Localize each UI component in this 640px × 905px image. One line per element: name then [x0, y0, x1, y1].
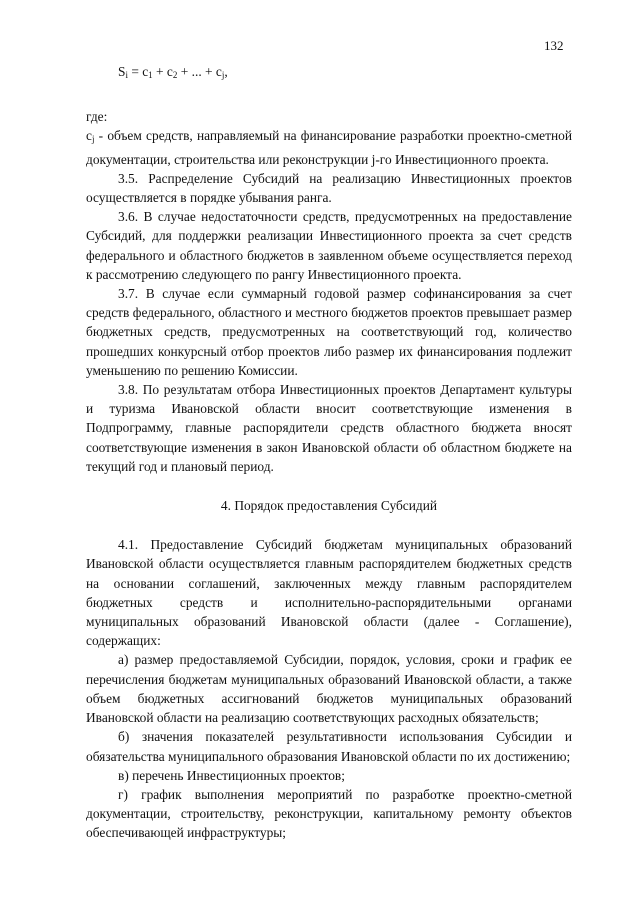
page-number: 132 — [544, 38, 564, 53]
formula-lhs-sub: i — [125, 70, 128, 80]
paragraph-4-1: 4.1. Предоставление Субсидий бюджетам муниципальных образований Ивановской области осуществляется главным распорядителем бюджетных средств на основании соглашений, заключенных между главным распорядителем бюджетных средств и исполнительно-распорядительными органами муниципальных образований Ивановской области (далее - Соглашение), содержащих: — [86, 537, 572, 649]
item-a: а) размер предоставляемой Субсидии, порядок, условия, сроки и график ее перечисления бюджетам муниципальных образований Ивановской области, а также объем бюджетных ассигнований бюджетов муниципальных образований Ивановской области на реализацию соответствующих расходных обязательств; — [86, 652, 572, 726]
paragraph-3-5: 3.5. Распределение Субсидий на реализацию Инвестиционных проектов осуществляется в порядке убывания ранга. — [86, 170, 572, 206]
paragraph-3-8: 3.8. По результатам отбора Инвестиционных проектов Департамент культуры и туризма Ивановской области вносит соответствующие изменения в Подпрограмму, главные распорядители средств областного бюджета вносят соответствующие изменения в закон Ивановской области об областном бюджете на текущий год и плановый период. — [86, 382, 572, 474]
cj-text: - объем средств, направляемый на финансирование разработки проектно-сметной документации, строительства или реконструкции j-го Инвестиционного проекта. — [86, 128, 572, 167]
formula-sub-2: 2 — [172, 70, 178, 80]
cj-definition — [86, 126, 572, 168]
paragraph-3-7: 3.7. В случае если суммарный годовой размер софинансирования за счет средств федерального, областного и местного бюджетов проектов превышает размер бюджетных средств, предусмотренных на соответствующий год, количество прошедших конкурсный отбор проектов либо размер их финансирования подлежит уменьшению по решению Комиссии. — [86, 286, 572, 378]
item-g: г) график выполнения мероприятий по разработке проектно-сметной документации, строительству, реконструкции, капитальному ремонту объектов обеспечивающей инфраструктуры; — [86, 786, 572, 841]
formula-eq: = c — [127, 64, 149, 79]
formula-plus-1: + c — [152, 64, 173, 79]
cj-symbol: c — [86, 128, 92, 144]
where-label: где: — [86, 109, 108, 125]
item-v: в) перечень Инвестиционных проектов; — [118, 767, 345, 783]
formula-sub-j: j — [221, 70, 225, 80]
paragraph-3-6: 3.6. В случае недостаточности средств, предусмотренных на предоставление Субсидий, для поддержки реализации Инвестиционного проекта за счет средств федерального и областного бюджетов в заявленном объеме осуществляется переход к рассмотрению следующего по рангу Инвестиционного проекта. — [86, 209, 572, 282]
cj-sub: j — [91, 134, 95, 145]
section-heading: 4. Порядок предоставления Субсидий — [220, 498, 438, 514]
formula-lhs: S — [118, 64, 126, 79]
formula — [118, 62, 572, 85]
item-b: б) значения показателей результативности использования Субсидии и обязательства муниципального образования Ивановской области по их достижению; — [86, 729, 572, 764]
formula-plus-2: + ... + c — [177, 64, 222, 79]
formula-sub-1: 1 — [148, 70, 153, 80]
document-body — [86, 62, 572, 843]
formula-tail: , — [224, 64, 228, 79]
